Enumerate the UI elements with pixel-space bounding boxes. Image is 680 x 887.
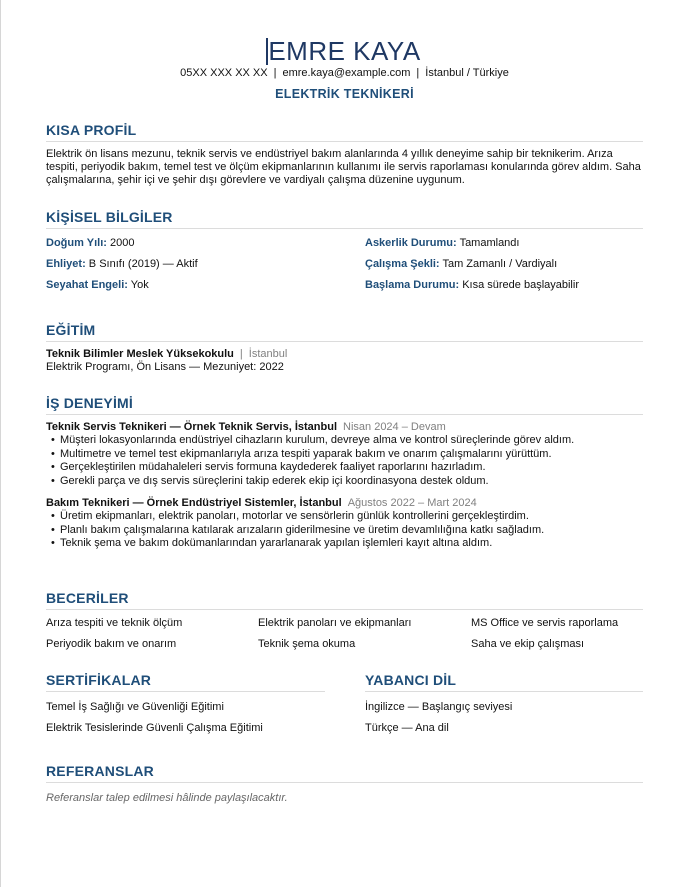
bullet-item (46, 537, 643, 551)
personal-info-item (365, 237, 643, 249)
skill-item: Periyodik bakım ve onarım (46, 638, 177, 650)
contact-line (46, 67, 643, 79)
section-title: REFERANSLAR (46, 763, 643, 783)
experience-section (46, 395, 643, 551)
skill-item: Arıza tespiti ve teknik ölçüm (46, 617, 183, 629)
languages-section (365, 672, 643, 734)
location: İstanbul / Türkiye (425, 67, 509, 79)
education-separator: | (239, 348, 243, 360)
section-title: KİŞİSEL BİLGİLER (46, 209, 643, 229)
info-value: Tamamlandı (459, 237, 520, 249)
bullet-text: Multimetre ve temel test ekipmanlarıyla arıza tespiti yaparak bakım ve onarım çalışmalarını yürüttüm. (60, 447, 552, 460)
section-title: KISA PROFİL (46, 122, 643, 142)
resume-header (46, 0, 643, 101)
job-bullets (46, 434, 643, 488)
skill-item: Teknik şema okuma (258, 638, 356, 650)
bullet-text: Gerçekleştirilen müdahaleleri servis formuna kaydederek faaliyet raporlarını hazırladım. (60, 461, 486, 473)
personal-info-item (365, 258, 643, 270)
bullet-dot-icon: • (51, 474, 55, 487)
education-school-line (46, 348, 643, 360)
bullet-item (46, 524, 643, 538)
info-value: Tam Zamanlı / Vardiyalı (442, 258, 558, 270)
info-key: Başlama Durumu: (365, 279, 460, 291)
page-edge (0, 0, 1, 887)
language-item: Türkçe — Ana dil (365, 722, 449, 734)
references-section (46, 763, 643, 804)
skills-grid (46, 617, 643, 650)
skill-item: Saha ve ekip çalışması (471, 638, 585, 650)
job-entry (46, 421, 643, 488)
personal-info-item (365, 279, 643, 291)
education-detail: Elektrik Programı, Ön Lisans — Mezuniyet: 2022 (46, 361, 284, 373)
personal-info-item (46, 279, 365, 291)
bullet-dot-icon: • (51, 461, 55, 473)
candidate-name[interactable] (268, 37, 420, 65)
phone-number: 05XX XXX XX XX (180, 67, 268, 79)
job-date: Nisan 2024 – Devam (343, 421, 446, 433)
personal-info-grid (46, 237, 643, 291)
profile-text: Elektrik ön lisans mezunu, teknik servis ve endüstriyel bakım alanlarında 4 yıllık deneyime sahip bir teknikerim. Arıza tespiti, periyodik bakım, temel test ve ölçüm ekipmanlarının kullanımı ile servis raporlaması konularında görev aldım. Saha çalışmalarına, şehir içi ve şehir dışı görevlere ve vardiyalı çalışma düzenine uygunum. (46, 148, 641, 186)
job-date: Ağustos 2022 – Mart 2024 (347, 497, 477, 509)
bullet-item (46, 510, 643, 524)
section-title: YABANCI DİL (365, 672, 643, 692)
bullet-text: Üretim ekipmanları, elektrik panoları, motorlar ve sensörlerin günlük kontrollerini gerçekleştirdim. (60, 510, 529, 522)
skill-item: MS Office ve servis raporlama (471, 617, 619, 629)
certificate-item: Elektrik Tesislerinde Güvenli Çalışma Eğitimi (46, 722, 263, 734)
info-key: Doğum Yılı: (46, 237, 107, 249)
bullet-dot-icon: • (51, 434, 55, 446)
job-header (46, 497, 643, 509)
languages-list (365, 701, 643, 734)
bullet-dot-icon: • (51, 537, 55, 549)
bullet-item (46, 461, 643, 475)
info-value: 2000 (109, 237, 135, 249)
personal-info-item (46, 237, 365, 249)
references-text: Referanslar talep edilmesi hâlinde paylaşılacaktır. (46, 792, 288, 804)
bullet-text: Müşteri lokasyonlarında endüstriyel cihazların kurulum, devreye alma ve kontrol süreçlerinde görev aldım. (60, 434, 575, 446)
candidate-name-text: EMRE KAYA (268, 36, 421, 66)
info-key: Ehliyet: (46, 258, 86, 270)
bullet-text: Gerekli parça ve dış servis süreçlerini takip ederek ekip içi koordinasyona destek oldum. (60, 474, 489, 487)
job-role: Bakım Teknikeri — Örnek Endüstriyel Sistemler, İstanbul (46, 497, 342, 509)
school-name: Teknik Bilimler Meslek Yüksekokulu (46, 348, 234, 360)
contact-separator: | (416, 67, 420, 79)
bullet-dot-icon: • (51, 510, 55, 522)
education-section (46, 322, 643, 373)
bullet-item (46, 475, 643, 489)
certificates-section (46, 672, 325, 734)
info-key: Çalışma Şekli: (365, 258, 440, 270)
bullet-item (46, 448, 643, 462)
language-item: İngilizce — Başlangıç seviyesi (365, 701, 513, 713)
personal-info-item (46, 258, 365, 270)
info-value: Yok (130, 279, 149, 291)
skill-item: Elektrik panoları ve ekipmanları (258, 617, 412, 629)
job-title: ELEKTRİK TEKNİKERİ (275, 87, 414, 101)
contact-separator: | (273, 67, 277, 79)
job-entry (46, 497, 643, 551)
info-key: Askerlik Durumu: (365, 237, 457, 249)
bullet-item (46, 434, 643, 448)
section-title: İŞ DENEYİMİ (46, 395, 643, 415)
resume-document (46, 0, 643, 804)
bullet-dot-icon: • (51, 523, 55, 536)
info-value: B Sınıfı (2019) — Aktif (88, 258, 198, 270)
profile-section (46, 122, 643, 187)
skills-section (46, 590, 643, 650)
bullet-text: Planlı bakım çalışmalarına katılarak arızaların giderilmesine ve üretim devamlılığına katkı sağladım. (60, 523, 545, 536)
info-value: Kısa sürede başlayabilir (462, 279, 579, 291)
section-title: EĞİTİM (46, 322, 643, 342)
email-address: emre.kaya@example.com (282, 67, 411, 79)
job-bullets (46, 510, 643, 551)
section-title: BECERİLER (46, 590, 643, 610)
info-key: Seyahat Engeli: (46, 279, 128, 291)
job-role: Teknik Servis Teknikeri — Örnek Teknik Servis, İstanbul (46, 421, 338, 433)
certificate-item: Temel İş Sağlığı ve Güvenliği Eğitimi (46, 701, 224, 713)
personal-info-section (46, 209, 643, 291)
section-title: SERTİFİKALAR (46, 672, 325, 692)
certificates-list (46, 701, 325, 734)
bullet-text: Teknik şema ve bakım dokümanlarından yararlanarak yapılan işlemleri kayıt altına aldım. (60, 537, 493, 549)
bullet-dot-icon: • (51, 447, 55, 460)
text-cursor (266, 38, 268, 65)
school-city: İstanbul (248, 348, 288, 360)
job-header (46, 421, 643, 433)
